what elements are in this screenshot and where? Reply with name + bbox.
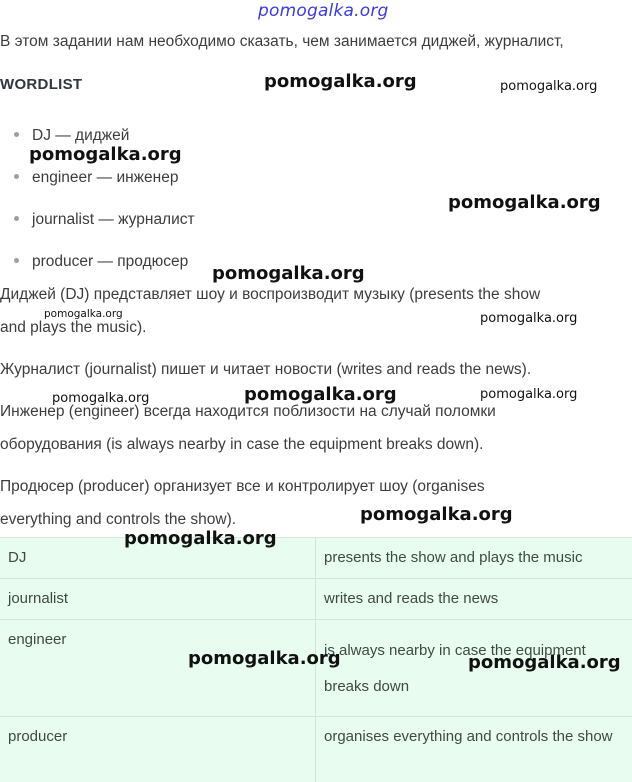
table-row xyxy=(0,579,632,620)
watermark: pomogalka.org xyxy=(244,384,397,405)
paragraph-dj-line2: and plays the music). xyxy=(0,319,147,336)
table-cell-description: is always nearby in case the equipment breaks down xyxy=(324,642,586,695)
wordlist-heading: WORDLIST xyxy=(0,76,83,93)
table-row xyxy=(0,538,632,579)
watermark: pomogalka.org xyxy=(360,504,513,525)
wordlist-item: engineer — инженер xyxy=(14,169,178,187)
table-cell-term: DJ xyxy=(8,549,27,566)
paragraph-producer-line2: everything and controls the show). xyxy=(0,511,237,528)
watermark: pomogalka.org xyxy=(124,528,277,549)
paragraph-engineer-line2: оборудования (is always nearby in case the equipment breaks down). xyxy=(0,436,484,453)
watermark: pomogalka.org xyxy=(468,652,621,673)
table-cell-description: presents the show and plays the music xyxy=(324,549,583,566)
table-cell-term: journalist xyxy=(8,590,69,607)
bullet-icon xyxy=(14,216,19,221)
watermark: pomogalka.org xyxy=(188,648,341,669)
table-cell-term: engineer xyxy=(8,631,67,648)
paragraph-producer-line1: Продюсер (producer) организует все и контролирует шоу (organises xyxy=(0,478,485,495)
watermark: pomogalka.org xyxy=(480,311,578,326)
watermark: pomogalka.org xyxy=(264,71,417,92)
watermark: pomogalka.org xyxy=(212,263,365,284)
bullet-icon xyxy=(14,174,19,179)
watermark: pomogalka.org xyxy=(44,308,123,320)
bullet-icon xyxy=(14,258,19,263)
wordlist-item: DJ — диджей xyxy=(14,127,129,145)
paragraph-engineer-line1: Инженер (engineer) всегда находится поблизости на случай поломки xyxy=(0,403,496,420)
wordlist-item: journalist — журналист xyxy=(14,211,195,229)
table-cell-description: writes and reads the news xyxy=(324,590,499,607)
table-cell-term: producer xyxy=(8,728,68,745)
paragraph-journalist: Журналист (journalist) пишет и читает новости (writes and reads the news). xyxy=(0,361,532,378)
watermark: pomogalka.org xyxy=(448,192,601,213)
watermark: pomogalka.org xyxy=(500,79,598,94)
watermark: pomogalka.org xyxy=(52,391,150,406)
watermark: pomogalka.org xyxy=(29,144,182,165)
watermark: pomogalka.org xyxy=(258,1,389,21)
watermark: pomogalka.org xyxy=(480,387,578,402)
intro-text: В этом задании нам необходимо сказать, чем занимается диджей, журналист, xyxy=(0,33,564,50)
wordlist-item: producer — продюсер xyxy=(14,253,188,271)
bullet-icon xyxy=(14,132,19,137)
table-row xyxy=(0,717,632,782)
table-cell-description: organises everything and controls the show xyxy=(324,728,613,745)
paragraph-dj-line1: Диджей (DJ) представляет шоу и воспроизводит музыку (presents the show xyxy=(0,286,541,303)
